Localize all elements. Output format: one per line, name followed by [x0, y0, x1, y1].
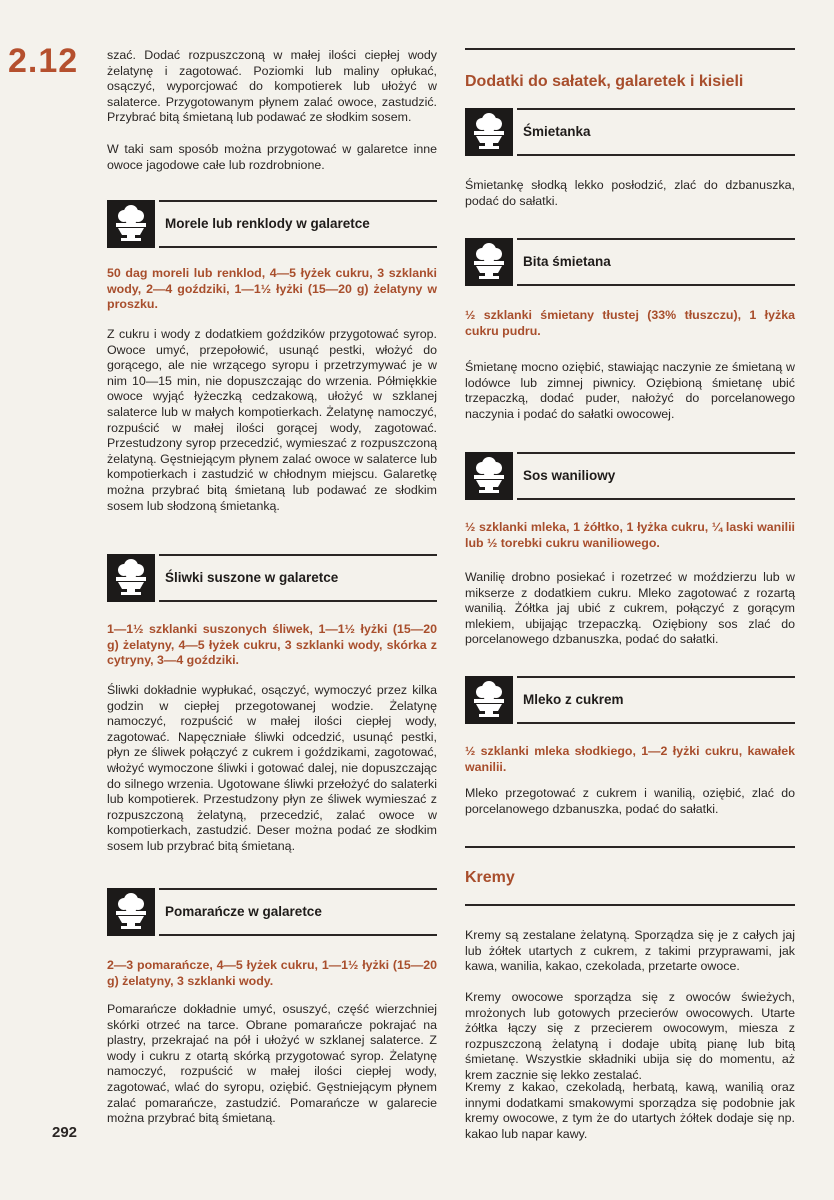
- recipe-heading: [465, 676, 795, 724]
- chapter-number: 2.12: [8, 42, 79, 80]
- heading-rule: [517, 722, 795, 724]
- recipe-ingredients: 2—3 pomarańcze, 4—5 łyżek cukru, 1—1½ łyżki (15—20 g) żelatyny, 3 szklanki wody.: [107, 958, 437, 988]
- heading-rule: [159, 246, 437, 248]
- section-rule: [465, 48, 795, 50]
- heading-rule: [159, 554, 437, 556]
- section-title: Dodatki do sałatek, galaretek i kisieli: [465, 73, 744, 90]
- dessert-bowl-icon: [465, 452, 513, 500]
- recipe-title: Mleko z cukrem: [523, 692, 624, 707]
- heading-rule: [517, 108, 795, 110]
- dessert-bowl-icon: [107, 200, 155, 248]
- heading-rule: [517, 154, 795, 156]
- page-number: 292: [52, 1124, 78, 1141]
- section-title: Kremy: [465, 869, 515, 886]
- heading-rule: [517, 284, 795, 286]
- heading-rule: [159, 934, 437, 936]
- recipe-method: Mleko przegotować z cukrem i wanilią, oziębić, zlać do porcelanowego dzbanuszka, podać do sałatki.: [465, 786, 795, 816]
- heading-rule: [159, 888, 437, 890]
- recipe-ingredients: ½ szklanki mleka słodkiego, 1—2 łyżki cukru, kawałek wanilii.: [465, 744, 795, 774]
- intro-paragraph-2: W taki sam sposób można przygotować w galaretce inne owoce jagodowe całe lub rozdrobnione.: [107, 142, 437, 172]
- recipe-title: Śliwki suszone w galaretce: [165, 570, 339, 585]
- recipe-heading: [465, 452, 795, 500]
- recipe-heading: [465, 238, 795, 286]
- recipe-method: Wanilię drobno posiekać i rozetrzeć w moździerzu lub w mikserze z dodatkiem cukru. Mleko zagotować z rozartą wanilią. Żółtka jaj ubić z cukrem, połączyć z gorącym mlekiem, ubijając trzepaczką. Oziębiony sos zlać do porcelanowego dzbanuszka, podać do sałatki.: [465, 570, 795, 647]
- recipe-ingredients: ½ szklanki mleka, 1 żółtko, 1 łyżka cukru, ¼ laski wanilii lub ½ torebki cukru waniliowego.: [465, 520, 795, 550]
- heading-rule: [159, 200, 437, 202]
- recipe-ingredients: 1—1½ szklanki suszonych śliwek, 1—1½ łyżki (15—20 g) żelatyny, 4—5 łyżek cukru, 3 szklanki wody, skórka z cytryny, 3—4 goździki.: [107, 622, 437, 668]
- recipe-method: Śliwki dokładnie wypłukać, osączyć, wymoczyć przez kilka godzin w ciepłej przegotowanej wodzie. Żelatynę namoczyć, rozpuścić w małej ilości ciepłej wody, zagotować. Napęczniałe śliwki odcedzić, usunąć pestki, płyn ze śliwek połączyć z cukrem i goździkami, zagotować, włożyć wymoczone śliwki i gotować dalej, nie dopuszczając do silnego wrzenia. Ugotowane śliwki przełożyć do salaterki lub kompotierek. Przestudzony płyn ze śliwek wymieszać z rozpuszczoną żelatyną, przecedzić, zalać owoce w kompotierkach, zastudzić. Deser można podać ze słodkim sosem lub przybrać bitą śmietaną.: [107, 683, 437, 853]
- recipe-method: Śmietanę mocno oziębić, stawiając naczynie ze śmietaną w lodówce lub zimnej piwnicy. Oziębioną śmietanę ubić trzepaczką, dodać puder, nałożyć do porcelanowego naczynia i podać do sałatki owocowej.: [465, 360, 795, 421]
- recipe-title: Sos waniliowy: [523, 468, 616, 483]
- recipe-ingredients: ½ szklanki śmietany tłustej (33% tłuszczu), 1 łyżka cukru pudru.: [465, 308, 795, 338]
- dessert-bowl-icon: [107, 554, 155, 602]
- recipe-method: Pomarańcze dokładnie umyć, osuszyć, część wierzchniej skórki otrzeć na tarce. Obrane pomarańcze pokrajać na plastry, przekrajać na pół i ułożyć w szklanej salaterce. Z wody i cukru z otartą skórką przygotować syrop. Żelatynę namoczyć, rozpuścić w małej ilości ciepłej wody, zagotować, wlać do syropu, oziębić. Gęstniejącym płynem zalać pomarańcze, zastudzić. Pomarańcze w galarecie można przybrać bitą śmietaną.: [107, 1002, 437, 1126]
- section-rule: [465, 846, 795, 848]
- kremy-paragraph: Kremy owocowe sporządza się z owoców świeżych, mrożonych lub gotowych przecierów owocowych. Utarte żółtka łączy się z przecierem owocowym, miesza z rozpuszczoną żelatyną i dodaje ubitą pianę lub bitą śmietanę. Wszystkie składniki ubija się do momentu, aż krem zacznie się lekko zestalać.: [465, 990, 795, 1082]
- kremy-paragraph: Kremy są zestalane żelatyną. Sporządza się je z całych jaj lub żółtek utartych z cukrem, z takimi przyprawami, jak kawa, wanilia, kakao, czekolada, przetarte owoce.: [465, 928, 795, 974]
- recipe-heading: [465, 108, 795, 156]
- heading-rule: [517, 452, 795, 454]
- dessert-bowl-icon: [107, 888, 155, 936]
- heading-rule: [517, 238, 795, 240]
- recipe-ingredients: 50 dag moreli lub renklod, 4—5 łyżek cukru, 3 szklanki wody, 2—4 goździki, 1—1½ łyżki (15—20 g) żelatyny w proszku.: [107, 266, 437, 312]
- dessert-bowl-icon: [465, 108, 513, 156]
- recipe-heading: [107, 888, 437, 936]
- recipe-title: Morele lub renklody w galaretce: [165, 216, 370, 231]
- heading-rule: [159, 600, 437, 602]
- heading-rule: [517, 676, 795, 678]
- kremy-paragraph: Kremy z kakao, czekoladą, herbatą, kawą, wanilią oraz innymi dodatkami smakowymi sporządza się podobnie jak kremy owocowe, z tym że do utartych żółtek dodaje się np. kakao lub napar kawy.: [465, 1080, 795, 1141]
- recipe-method: Z cukru i wody z dodatkiem goździków przygotować syrop. Owoce umyć, przepołowić, usunąć pestki, włożyć do gorącego, ale nie wrzącego syropu i przetrzymywać je w nim 10—15 min, nie dopuszczając do wrzenia. Półmiękkie owoce wyjąć łyżeczką cedzakową, ułożyć w szklanej salaterce lub w małych kompotierkach. Żelatynę namoczyć, rozpuścić w małej ilości gorącej wody, zagotować. Przestudzony syrop przecedzić, wymieszać z rozpuszczoną żelatyną. Gęstniejącym płynem zalać owoce w salaterce lub kompotierkach i zastudzić w chłodnym miejscu. Galaretkę można przybrać bitą śmietaną lub podawać ze słodkim sosem lub słodzoną śmietanką.: [107, 327, 437, 513]
- dessert-bowl-icon: [465, 676, 513, 724]
- recipe-heading: [107, 554, 437, 602]
- heading-rule: [517, 498, 795, 500]
- dessert-bowl-icon: [465, 238, 513, 286]
- section-rule: [465, 904, 795, 906]
- recipe-heading: [107, 200, 437, 248]
- recipe-method: Śmietankę słodką lekko posłodzić, zlać do dzbanuszka, podać do sałatki.: [465, 178, 795, 208]
- intro-paragraph: szać. Dodać rozpuszczoną w małej ilości ciepłej wody żelatynę i zagotować. Poziomki lub maliny opłukać, osączyć, wyporcjować do kompotierek lub ułożyć w salaterce. Przygotowanym płynem zalać owoce, zastudzić. Przybrać bitą śmietaną lub podawać ze słodkim sosem.: [107, 48, 437, 125]
- recipe-title: Pomarańcze w galaretce: [165, 904, 322, 919]
- recipe-title: Bita śmietana: [523, 254, 611, 269]
- recipe-title: Śmietanka: [523, 124, 591, 139]
